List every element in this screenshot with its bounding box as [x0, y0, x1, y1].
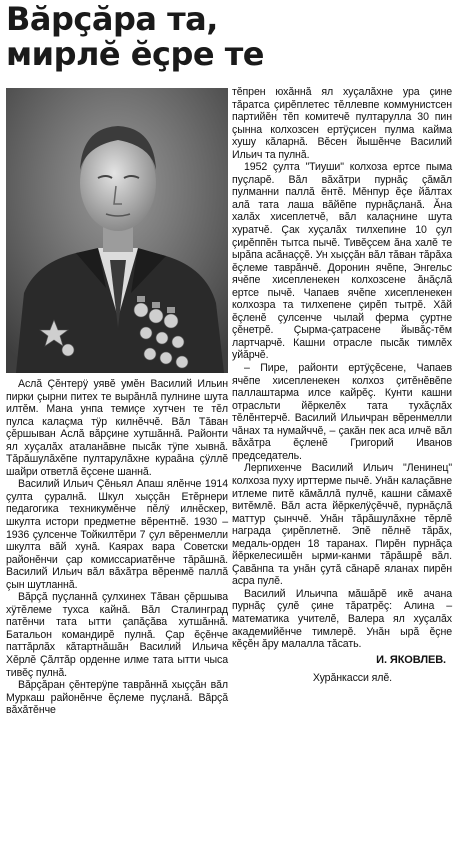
- article-paragraph: Вăрçă пуçланнă çулхинех Тăван çĕршыва хÿтĕлеме тухса кайнă. Вăл Сталинград патĕнчи тата ытти çапăçăва хутшăннă. Батальон командирĕ пулнă. Çар ĕçĕнче паттăрлăх кăтартнăшăн Василий Ильича Хĕрлĕ Çăлтăр орденне илме тата ытти чыса тивĕç пулнă.: [6, 591, 228, 679]
- article-paragraph: Аслă Çĕнтерÿ уявĕ умĕн Василий Ильин пирки çырни питех те вырăнлă пулнине шута илтĕм. Мана унпа темиçе хутчен те тĕл пулса калаçма тÿр килнĕччĕ. Вăл Тăван çĕршыван Аслă вăрçине хутшăннă. Районти ял хуçалăх аталанăвне пысăк тÿпе хывнă. Тăрăшулăхĕпе пултарулăхне кураăна çÿллĕ шайри ответлă ĕçсене шаннă.: [6, 378, 228, 478]
- article-paragraph-continued: тĕпрен юхăннă ял хуçалăхне ура çине тăратса çирĕплетес тĕллевпе коммунистсен партийĕн тĕп комитечĕ пултарулла 30 пин çынна колхозсен ертÿçисен пулма кайма хушу кăларнă. Вĕсен йышĕнче Василий Ильич та пулнă.: [232, 86, 452, 161]
- article-paragraph: Василий Ильич Çĕньял Апаш ялĕнче 1914 çулта çуралнă. Шкул хыççăн Етĕрнери педагогика техникумĕнче пĕлÿ илнĕскер, шкулта истори предметне вĕрентнĕ. 1930 – 1936 çулсенче Тойкилтĕри 7 çул вĕренмелли шкулта вăй хунă. Каярах вара Советски районĕнчи çар комиссариатĕнче тăрăшнă. Василий Ильич вăл вăхăтра вĕренмĕ паллă çын шутланнă.: [6, 478, 228, 591]
- article-paragraph: Василий Ильичпа мăшăрĕ икĕ ачана пурнăç çулĕ çине тăратрĕç: Алина – математика учителĕ, Валера ял хуçалăх академийĕнче тимлерĕ. Унăн ырă ĕçне кĕçĕн ăру малалла тăсать.: [232, 587, 452, 651]
- article-right-column: [232, 86, 452, 685]
- article-left-column: [6, 378, 228, 717]
- portrait-illustration: [6, 88, 228, 373]
- article-paragraph: Лерпихенче Василий Ильич "Ленинец" колхоза пуху ирттерме пычĕ. Унăн калаçăвне итлеме питĕ кăмăллă пулчĕ, кашни сăмахĕ витĕмлĕ. Вăл аста йĕркелÿçĕччĕ, пурнăçлă маттур çынччĕ. Унăн тăрăшулăхне тĕрлĕ награда çирĕплетнĕ. Эпĕ пĕлнĕ тăрăх, медаль-орден 18 таранах. Пирĕн пурнăçа йĕркелесишĕн ырми-канми тăрăшрĕ вăл. Çавăнпа та унăн çутă сăнарĕ яланах пирĕн асра пулĕ.: [232, 462, 452, 588]
- author-signature: И. ЯКОВЛЕВ.: [376, 653, 446, 666]
- headline-line-1: Вăрçăра та,: [6, 0, 218, 38]
- article-paragraph: – Пире, районти ертÿçĕсене, Чапаев ячĕпе хисепленекен колхоз çитĕнĕвĕпе паллаштарма илсе кайрĕç. Кунти кашни отрасльти йĕркелĕх тата тухăçлăх тĕлĕнтерчĕ. Василий Ильичран вĕренмелли чăнах та нумайччĕ, – çакăн пек аса илчĕ вăл вăхăтра ĕçленĕ Григорий Иванов председатель.: [232, 362, 452, 462]
- headline-line-2: мирлĕ ĕçре те: [6, 35, 264, 73]
- headline: [6, 2, 306, 72]
- article-paragraph: 1952 çулта "Тиуши" колхоза ертсе пыма пуçларĕ. Вăл вăхăтри пурнăç çăмăл пулманни паллă ĕнтĕ. Мĕнпур ĕçе йăлтах алă тата лаша вăйĕпе пурнăçланă. Ăна халăх хисеплетчĕ, вăл калаçнине шута хуратчĕ. Çак хуçалăх тилхепине 10 çул çирĕппĕн тытса пычĕ. Тивĕçсем ăна халĕ те ырăпа асăнаççĕ. Ун хыççăн вăл тăван тăрăха ĕçлеме таврăнчĕ. Доронин ячĕпе, Энгельс ячĕпе хисепленекен колхозсене ăнăçлă ертсе пычĕ. Чапаев ячĕпе хисепленекен колхозра та тилхепене çирĕп тытрĕ. Хăй ĕçленĕ çулсенче чылай ферма çуртне çĕнетрĕ. Çырма-çатрасене йывăç-тĕм лартчарчĕ. Кашни отрасле пысăк тимлĕх уйăрчĕ.: [232, 161, 452, 362]
- author-village: Хурăнкасси ялĕ.: [312, 672, 392, 685]
- article-paragraph: Вăрçăран çĕнтерÿпе таврăннă хыççăн вăл Муркаш районĕнче ĕçлеме пуçланă. Вăрçă вăхăтĕнче: [6, 679, 228, 717]
- portrait-photo: [6, 88, 228, 373]
